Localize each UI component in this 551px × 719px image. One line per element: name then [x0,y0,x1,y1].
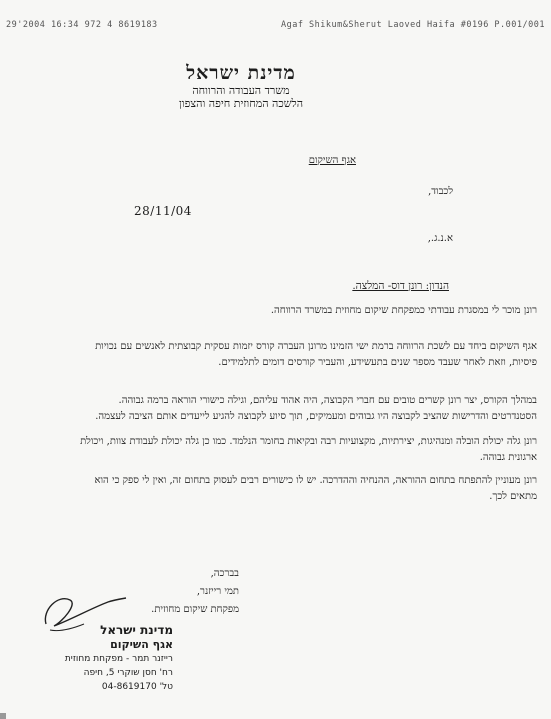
fax-header-left: 29'2004 16:34 972 4 8619183 [6,20,158,30]
letter-subject: הנדון: רונן דוס- המלצה. [352,280,449,292]
stamp-phone: טל' 04-8619170 [101,682,173,692]
paragraph-5: רונן מעוניין להתפתח בתחום ההוראה, ההנחיה וההדרכה. יש לו כישורים רבים לעסוק בתחום זה, ואין לי ספק כי הוא מתאים לכך. [94,475,537,502]
fax-header-right: Agaf Shikum&Sherut Laoved Haifa #0196 P.001/001 [280,20,545,30]
letterhead-state: מדינת ישראל [186,62,296,84]
paragraph-1: רונן מוכר לי במסגרת עבודתי כמפקחת שיקום מחוזית במשרד הרווחה. [270,305,537,316]
stamp-dept: אגף השיקום [110,638,173,651]
stamp-state: מדינת ישראל [100,623,173,637]
letterhead-office: הלשכה המחוזית חיפה והצפון [178,97,304,110]
letterhead-ministry: משרד העבודה והרווחה [192,84,290,97]
signer-title: מפקחת שיקום מחוזית. [151,604,239,615]
stamp-person: רייזנר תמר - מפקחת מחוזית [64,654,173,664]
closing-greeting: בברכה, [210,568,239,579]
salutation-to: לכבוד, [428,186,453,197]
addressee: א.נ.ג., [427,233,453,244]
paragraph-2: אגף השיקום ביחד עם לשכת הרווחה ברמת ישי הזמינו מרונן העברה קורס יזמות עסקית קבוצתית לאנשים עם נכויות פיסיות, וזאת לאחר שעבד מספר שנים בתעשידע, והעביר קורסים דומים לתלמידים. [95,341,537,368]
stamp-address: רח' חסן שוקרי 5, חיפה [83,668,173,678]
letterhead [141,62,341,110]
department-heading: אגף השיקום [308,155,356,166]
fax-transmission-header [6,20,545,32]
paragraph-3: במהלך הקורס, יצר רונן קשרים טובים עם חברי הקבוצה, היה אהוד עליהם, וגילה כישורי הוראה ברמה גבוהה. הסטנדרטים והדרישות שהציב לקבוצה היו גבוהים ומעמיקים, תוך סיוע לקבוצה להגיע לייעדים אותם הציבה לעצמה. [95,395,537,422]
scan-corner-mark [0,713,6,719]
paragraph-4: רונן גלה יכולת הובלה ומנהיגות, יצירתיות, מקצועיות רבה ובקיאות בחומר הנלמד. כמו כן גלה יכולת לעבודת צוות, ויכולת ארגונית גבוהה. [80,436,537,463]
signer-name: תמי רייזנר, [196,586,239,597]
official-stamp [23,622,173,694]
letter-date: 28/11/04 [134,204,192,218]
